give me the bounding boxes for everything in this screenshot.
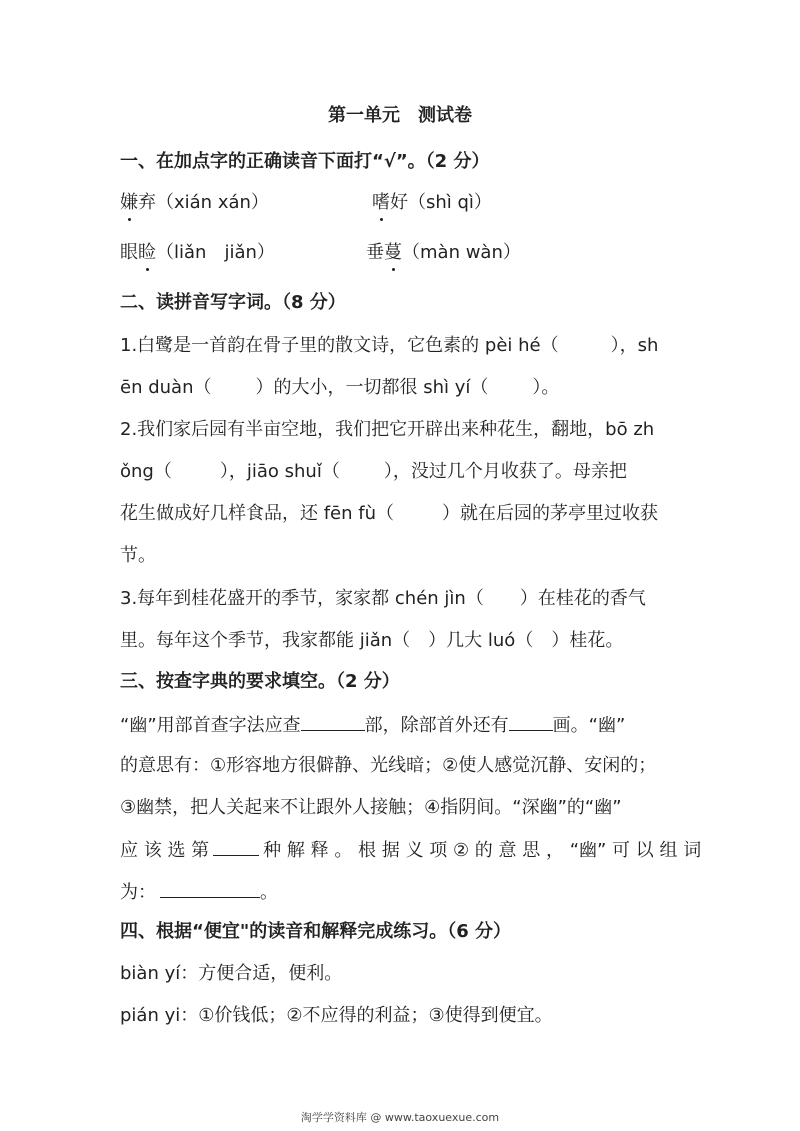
answer-blank[interactable] xyxy=(301,712,365,731)
answer-blank[interactable] xyxy=(160,879,260,898)
section-3-heading: 三、按查字典的要求填空。（2 分） xyxy=(120,671,400,692)
s1-q2-word: 嗜好 xyxy=(372,192,408,213)
s1-q4-options: （màn wàn） xyxy=(402,242,521,263)
s2-text: ）的大小，一切都很 shì yí（ xyxy=(255,377,489,398)
s2-text: 里。每年这个季节，我家都能 jiǎn（ xyxy=(120,630,411,651)
section-4-heading: 四、根据“便宜"的读音和解释完成练习。（6 分） xyxy=(120,921,511,942)
s2-text: ），没过几个月收获了。母亲把 xyxy=(383,461,627,482)
s1-q4 xyxy=(366,241,521,265)
s2-line-2 xyxy=(120,376,559,400)
s2-text: 3.每年到桂花盛开的季节，家家都 chén jìn（ xyxy=(120,588,484,609)
s2-text: ），sh xyxy=(610,335,659,356)
page-title: 第一单元 测试卷 xyxy=(328,105,472,126)
s3-text: “幽”用部首查字法应查 xyxy=(120,715,301,736)
s2-line-8 xyxy=(120,629,623,653)
section-1-heading: 一、在加点字的正确读音下面打“√”。（2 分） xyxy=(120,151,490,172)
dotted-char: 嫌 xyxy=(120,192,138,213)
s1-q2 xyxy=(372,191,492,215)
s2-text: ǒng（ xyxy=(120,461,172,482)
s2-text: 1.白鹭是一首韵在骨子里的散文诗，它色素的 pèi hé（ xyxy=(120,335,559,356)
s3-line-2: 的意思有：①形容地方很僻静、光线暗；②使人感觉沉静、安闲的； xyxy=(120,755,657,776)
dotted-char: 嗜 xyxy=(372,192,390,213)
s2-line-1 xyxy=(120,334,658,358)
s2-line-5 xyxy=(120,502,658,526)
s3-text: 应 该 选 第 xyxy=(120,840,210,861)
s2-text: ēn duàn（ xyxy=(120,377,212,398)
s2-text: ），jiāo shuǐ（ xyxy=(219,461,340,482)
s2-text: ）。 xyxy=(532,377,560,398)
s3-text: 画。“幽” xyxy=(552,715,626,736)
s2-line-6: 节。 xyxy=(120,545,156,566)
s3-text: 。 xyxy=(260,882,278,903)
s3-line-3: ③幽禁，把人关起来不让跟外人接触；④指阴间。“深幽”的“幽” xyxy=(120,797,622,818)
s1-q3-word: 眼睑 xyxy=(120,242,156,263)
s1-q1-options: （xián xán） xyxy=(156,192,269,213)
s2-text: ）几大 luó（ xyxy=(428,630,534,651)
s1-q1-word: 嫌弃 xyxy=(120,192,156,213)
dotted-char: 蔓 xyxy=(384,242,402,263)
s2-text: ）在桂花的香气 xyxy=(519,588,646,609)
s1-q1 xyxy=(120,191,269,215)
s2-text: ）就在后园的茅亭里过收获 xyxy=(442,503,659,524)
s1-q4-word: 垂蔓 xyxy=(366,242,402,263)
s3-text: 部，除部首外还有 xyxy=(364,715,509,736)
answer-blank[interactable] xyxy=(509,712,553,731)
section-2-heading: 二、读拼音写字词。（8 分） xyxy=(120,292,346,313)
answer-blank[interactable] xyxy=(213,837,259,856)
s3-line-5 xyxy=(120,879,278,905)
s2-text: 花生做成好几样食品，还 fēn fù（ xyxy=(120,503,395,524)
s2-line-3: 2.我们家后园有半亩空地，我们把它开辟出来种花生，翻地，bō zh xyxy=(120,419,655,440)
s3-text: 为： xyxy=(120,882,156,903)
s3-text: 种 解 释 。 根 据 义 项 ② 的 意 思 ， “幽” 可 以 组 词 xyxy=(263,840,702,861)
s2-text: ）桂花。 xyxy=(551,630,624,651)
s3-line-4 xyxy=(120,837,701,863)
s1-q3 xyxy=(120,241,275,265)
dotted-char: 睑 xyxy=(138,242,156,263)
s1-q3-options: （liǎn jiǎn） xyxy=(156,242,275,263)
s2-line-7 xyxy=(120,587,646,611)
page-footer: 淘学学资料库 @ www.taoxuexue.com xyxy=(300,1111,500,1124)
s4-line-2: pián yi：①价钱低；②不应得的利益；③使得到便宜。 xyxy=(120,1005,553,1026)
s2-line-4 xyxy=(120,460,627,484)
s4-line-1: biàn yí：方便合适，便利。 xyxy=(120,963,343,984)
s3-line-1 xyxy=(120,712,625,738)
s1-q2-options: （shì qì） xyxy=(408,192,492,213)
